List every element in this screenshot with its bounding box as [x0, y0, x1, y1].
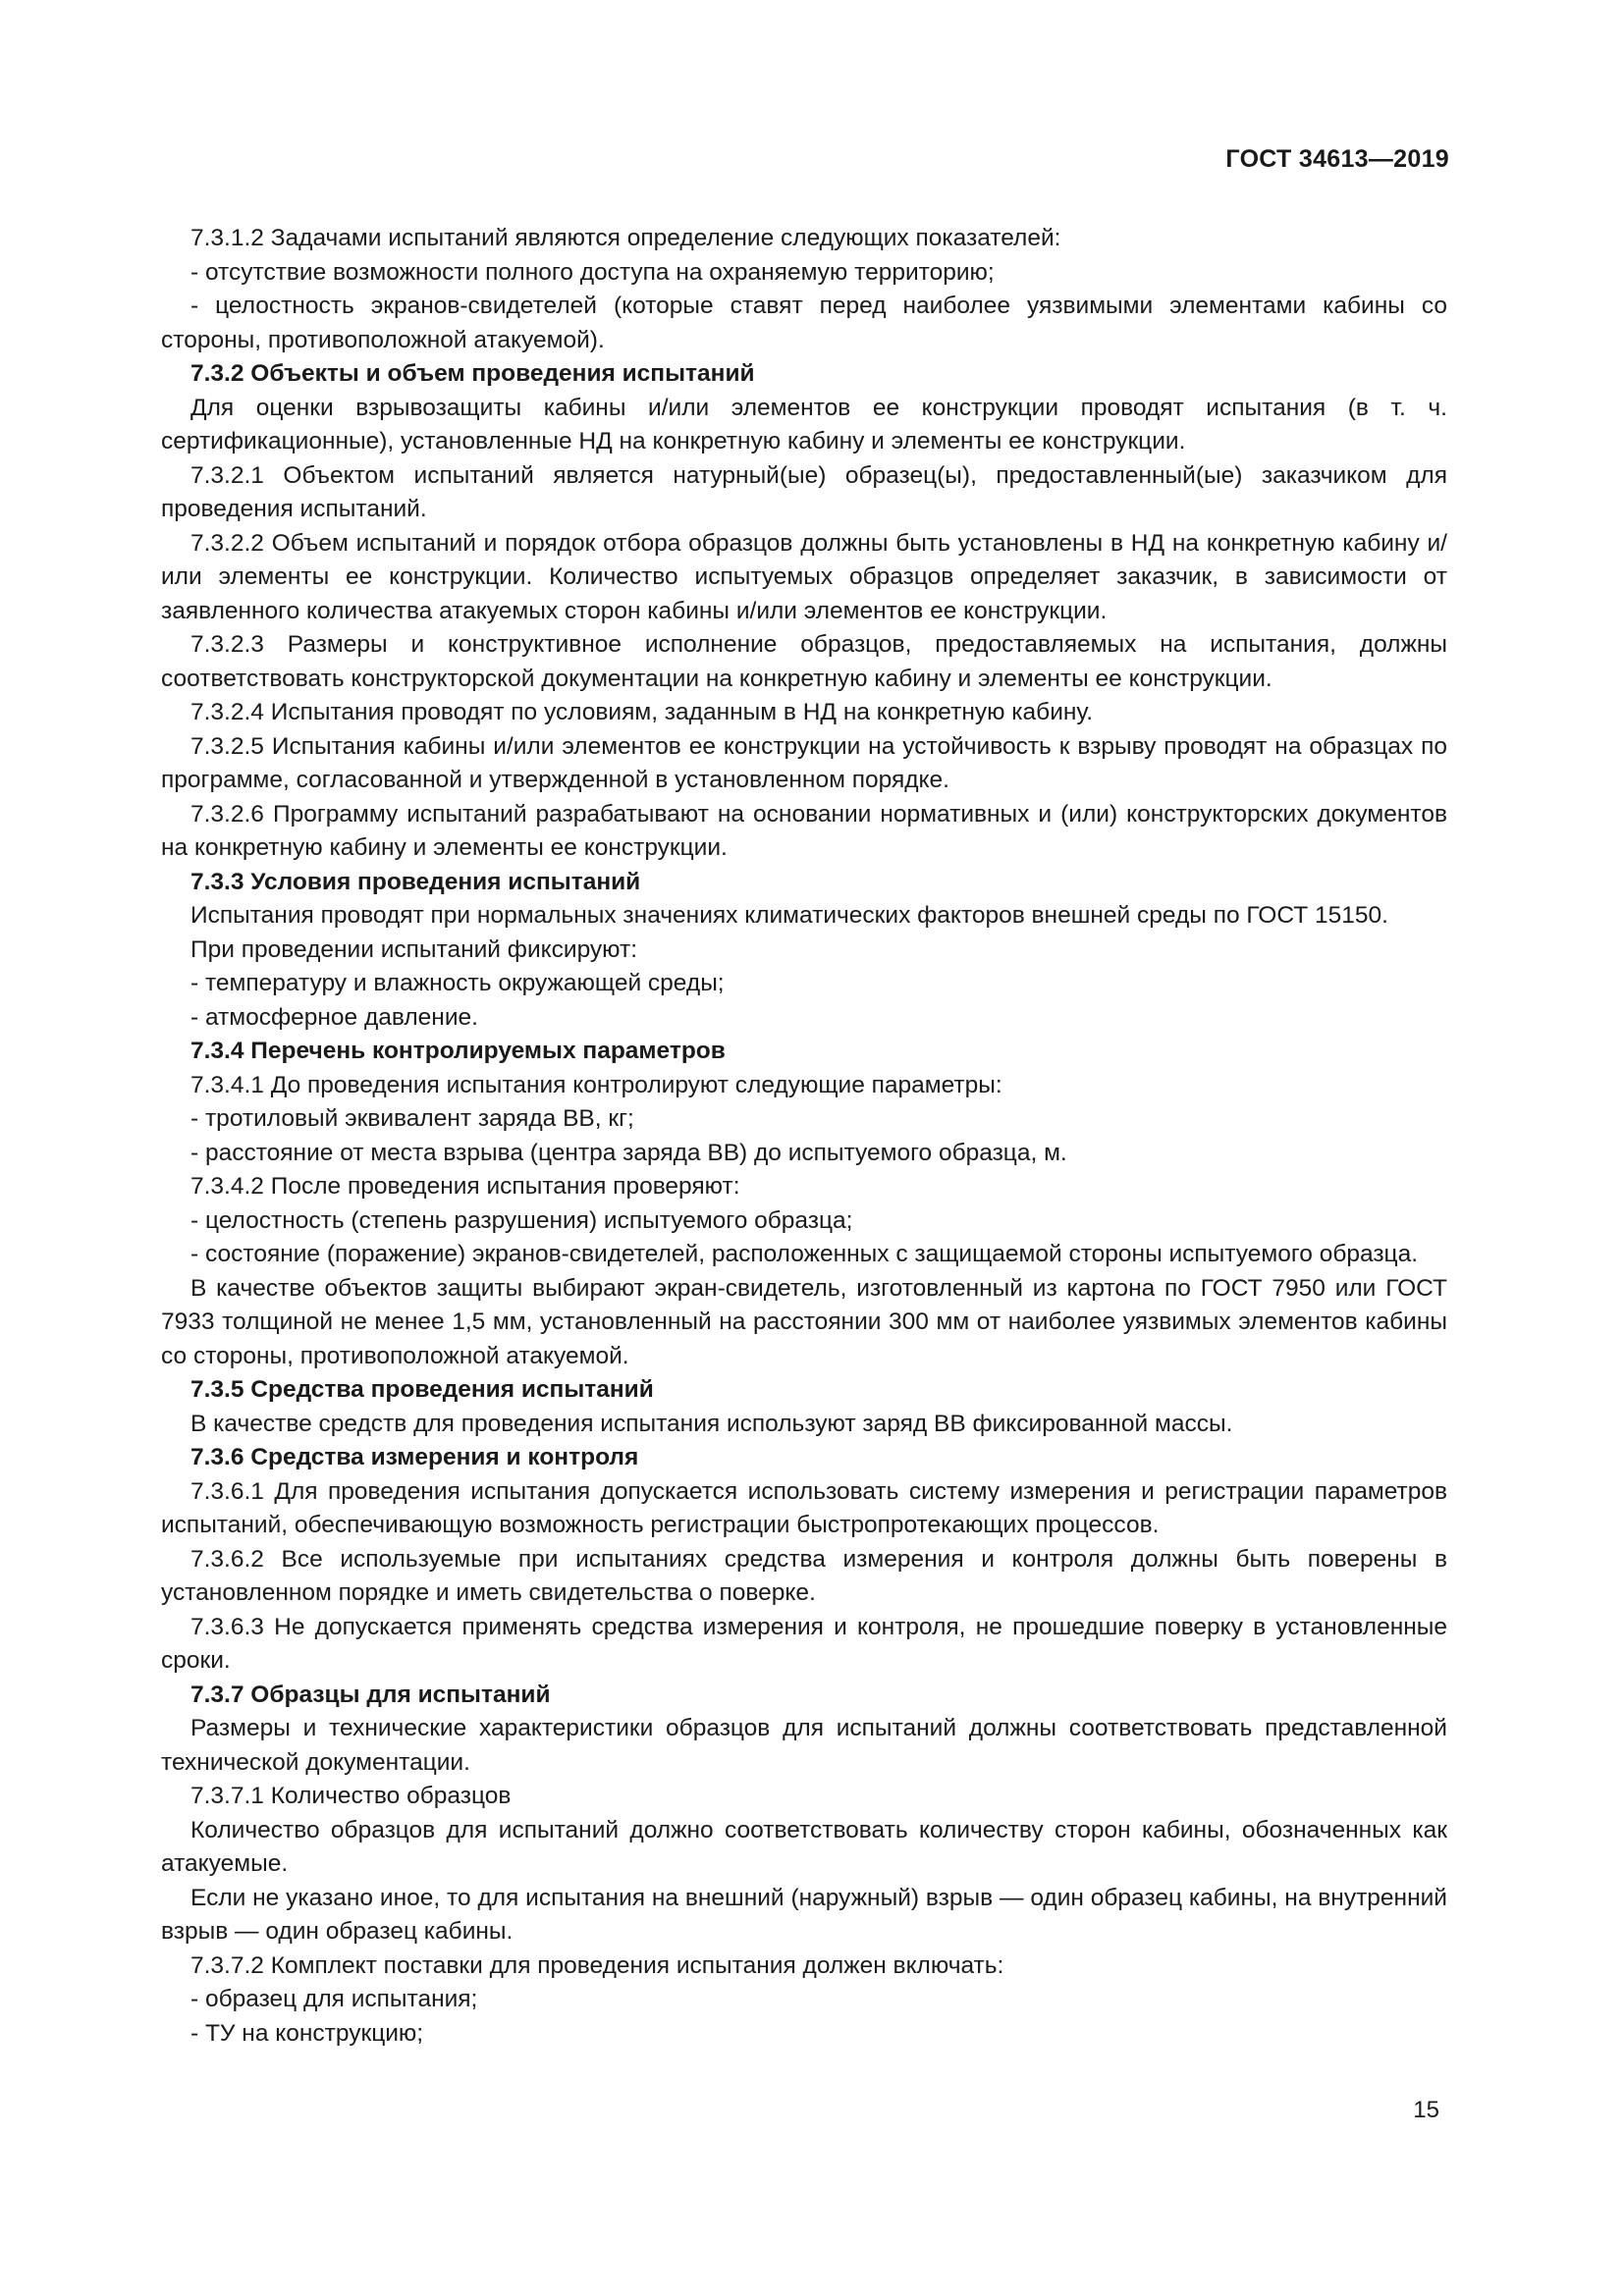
paragraph: 7.3.2.3 Размеры и конструктивное исполнение образцов, предоставляемых на испытания, должны соответствовать конструкторской документации на конкретную кабину и элементы ее конструкции. — [161, 631, 1447, 692]
paragraph: 7.3.2.5 Испытания кабины и/или элементов ее конструкции на устойчивость к взрыву проводят на образцах по программе, согласованной и утвержденной в установленном порядке. — [161, 732, 1447, 793]
document-body — [161, 222, 1447, 2051]
section-heading: 7.3.7 Образцы для испытаний — [190, 1681, 551, 1708]
paragraph: Если не указано иное, то для испытания на внешний (наружный) взрыв — один образец кабины, на внутренний взрыв — один образец кабины. — [161, 1884, 1447, 1945]
list-item: - температуру и влажность окружающей среды; — [190, 970, 725, 996]
section-heading: 7.3.6 Средства измерения и контроля — [190, 1444, 639, 1470]
paragraph: 7.3.4.1 До проведения испытания контролируют следующие параметры: — [190, 1071, 1002, 1098]
paragraph: Для оценки взрывозащиты кабины и/или элементов ее конструкции проводят испытания (в т. ч. сертификационные), установленные НД на конкретную кабину и элементы ее конструкции. — [161, 394, 1447, 454]
list-item: - атмосферное давление. — [190, 1003, 478, 1031]
paragraph: 7.3.7.1 Количество образцов — [190, 1783, 512, 1809]
paragraph: В качестве средств для проведения испытания используют заряд ВВ фиксированной массы. — [190, 1410, 1233, 1437]
paragraph: 7.3.1.2 Задачами испытаний являются определение следующих показателей: — [190, 225, 1061, 251]
paragraph: Количество образцов для испытаний должно соответствовать количеству сторон кабины, обозначенных как атакуемые. — [161, 1816, 1447, 1877]
list-item: - расстояние от места взрыва (центра заряда ВВ) до испытуемого образца, м. — [190, 1139, 1067, 1166]
page-number: 15 — [1413, 2097, 1439, 2123]
paragraph: 7.3.2.4 Испытания проводят по условиям, заданным в НД на конкретную кабину. — [190, 699, 1094, 725]
paragraph: 7.3.6.1 Для проведения испытания допускается использовать систему измерения и регистрации параметров испытаний, обеспечивающую возможность регистрации быстропротекающих процессов. — [161, 1477, 1447, 1538]
paragraph: 7.3.2.1 Объектом испытаний является натурный(ые) образец(ы), предоставленный(ые) заказчиком для проведения испытаний. — [161, 461, 1447, 522]
section-heading: 7.3.4 Перечень контролируемых параметров — [190, 1038, 726, 1064]
section-heading: 7.3.5 Средства проведения испытаний — [190, 1376, 654, 1403]
document-code-header: ГОСТ 34613—2019 — [1225, 145, 1449, 173]
paragraph: Размеры и технические характеристики образцов для испытаний должны соответствовать представленной технической документации. — [161, 1715, 1447, 1776]
paragraph: 7.3.7.2 Комплект поставки для проведения испытания должен включать: — [190, 1951, 1004, 1979]
paragraph: Испытания проводят при нормальных значениях климатических факторов внешней среды по ГОСТ 15150. — [190, 902, 1388, 929]
paragraph: 7.3.6.3 Не допускается применять средства измерения и контроля, не прошедшие поверку в установленные сроки. — [161, 1613, 1447, 1674]
list-item: - целостность экранов-свидетелей (которые ставят перед наиболее уязвимыми элементами кабины со стороны, противоположной атакуемой). — [161, 293, 1447, 353]
paragraph: 7.3.2.2 Объем испытаний и порядок отбора образцов должны быть установлены в НД на конкретную кабину и/или элементы ее конструкции. Количество испытуемых образцов определяет заказчик, в зависимости от заявленного количества атакуемых сторон кабины и/или элементов ее конструкции. — [161, 529, 1447, 624]
paragraph: 7.3.4.2 После проведения испытания проверяют: — [190, 1173, 740, 1200]
paragraph: При проведении испытаний фиксируют: — [190, 935, 638, 963]
paragraph: 7.3.2.6 Программу испытаний разрабатывают на основании нормативных и (или) конструкторских документов на конкретную кабину и элементы ее конструкции. — [161, 800, 1447, 861]
section-heading: 7.3.3 Условия проведения испытаний — [190, 868, 641, 895]
paragraph: 7.3.6.2 Все используемые при испытаниях средства измерения и контроля должны быть поверены в установленном порядке и иметь свидетельства о поверке. — [161, 1545, 1447, 1606]
section-heading: 7.3.2 Объекты и объем проведения испытаний — [190, 360, 755, 387]
list-item: - отсутствие возможности полного доступа на охраняемую территорию; — [190, 258, 995, 286]
list-item: - целостность (степень разрушения) испытуемого образца; — [190, 1206, 853, 1234]
list-item: - образец для испытания; — [190, 1986, 478, 2012]
list-item: - ТУ на конструкцию; — [190, 2019, 424, 2047]
list-item: - состояние (поражение) экранов-свидетелей, расположенных с защищаемой стороны испытуемого образца. — [190, 1241, 1419, 1267]
list-item: - тротиловый эквивалент заряда ВВ, кг; — [190, 1105, 634, 1132]
paragraph: В качестве объектов защиты выбирают экран-свидетель, изготовленный из картона по ГОСТ 7950 или ГОСТ 7933 толщиной не менее 1,5 мм, установленный на расстоянии 300 мм от наиболее уязвимых элементов кабины со стороны, противоположной атакуемой. — [161, 1274, 1447, 1369]
